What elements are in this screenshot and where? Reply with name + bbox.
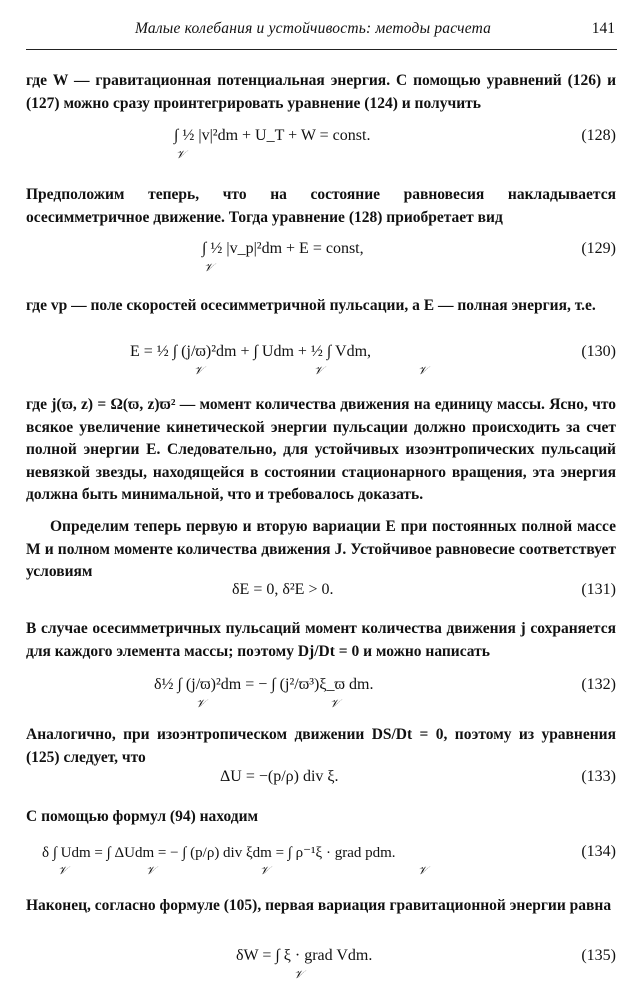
equation-body: δE = 0, δ²E > 0. <box>232 581 334 598</box>
paragraph: В случае осесимметричных пульсаций момент количества движения j сохраняется для каждого элемента массы; поэтому Dj/Dt = 0 и можно написать <box>26 620 616 660</box>
paragraph: С помощью формул (94) находим <box>26 808 259 825</box>
equation-number: (135) <box>581 947 616 964</box>
equation-128 <box>26 127 616 161</box>
equation-body: E = ½ ∫ (j/ϖ)²dm + ∫ Udm + ½ ∫ Vdm, <box>130 343 372 360</box>
paragraph: Аналогично, при изоэнтропическом движении DS/Dt = 0, поэтому из уравнения (125) следует, что <box>26 726 616 766</box>
paragraph: где vp — поле скоростей осесимметричной пульсации, а E — полная энергия, т.е. <box>26 297 596 314</box>
equation-number: (134) <box>581 843 616 860</box>
equation-129 <box>26 240 616 274</box>
equation-number: (128) <box>581 127 616 144</box>
paragraph: Наконец, согласно формуле (105), первая вариация гравитационной энергии равна <box>26 897 612 914</box>
equation-body: δ½ ∫ (j/ϖ)²dm = − ∫ (j²/ϖ³)ξ_ϖ dm. <box>154 676 374 693</box>
equation-number: (133) <box>581 768 616 785</box>
integral-domain-label: 𝒱 <box>314 365 324 377</box>
equation-number: (130) <box>581 343 616 360</box>
integral-domain-label: 𝒱 <box>176 149 186 161</box>
equation-number: (131) <box>581 581 616 598</box>
equation-body: ΔU = −(p/ρ) div ξ. <box>220 768 339 785</box>
equation-number: (129) <box>581 240 616 257</box>
equation-body: ∫ ½ |v_p|²dm + E = const, <box>202 240 364 257</box>
integral-domain-label: 𝒱 <box>294 969 304 981</box>
equation-131 <box>26 581 616 607</box>
integral-domain-label: 𝒱 <box>260 865 270 877</box>
integral-domain-label: 𝒱 <box>204 262 214 274</box>
equation-134 <box>26 843 616 877</box>
header-rule <box>26 49 617 50</box>
page-number: 141 <box>591 20 615 37</box>
integral-domain-label: 𝒱 <box>418 365 428 377</box>
paragraph: Определим теперь первую и вторую вариации E при постоянных полной массе M и полном моменте количества движения J. Устойчивое равновесие соответствует условиям <box>26 518 616 580</box>
integral-domain-label: 𝒱 <box>194 365 204 377</box>
equation-body: δ ∫ Udm = ∫ ΔUdm = − ∫ (p/ρ) div ξdm = ∫ ρ⁻¹ξ · grad pdm. <box>42 845 396 861</box>
equation-130 <box>26 343 616 377</box>
equation-133 <box>26 768 616 794</box>
equation-132 <box>26 676 616 710</box>
paragraph: Предположим теперь, что на состояние равновесия накладывается осесимметричное движение. Тогда уравнение (128) приобретает вид <box>26 186 616 226</box>
paragraph: где W — гравитационная потенциальная энергия. С помощью уравнений (126) и (127) можно сразу проинтегрировать уравнение (124) и получить <box>26 72 616 112</box>
integral-domain-label: 𝒱 <box>196 698 206 710</box>
paragraph: где j(ϖ, z) = Ω(ϖ, z)ϖ² — момент количества движения на единицу массы. Ясно, что всякое увеличение кинетической энергии пульсации должно происходить за счет полной энергии E. Следовательно, для устойчивых изоэнтропических пульсаций невязкой звезды, находящейся в состоянии стационарного вращения, эта энергия должна быть минимальной, что и требовалось доказать. <box>26 396 616 503</box>
equation-body: ∫ ½ |v|²dm + U_T + W = const. <box>174 127 371 144</box>
integral-domain-label: 𝒱 <box>146 865 156 877</box>
equation-135 <box>26 947 616 981</box>
integral-domain-label: 𝒱 <box>418 865 428 877</box>
equation-body: δW = ∫ ξ · grad Vdm. <box>236 947 373 964</box>
integral-domain-label: 𝒱 <box>58 865 68 877</box>
running-header: Малые колебания и устойчивость: методы расчета <box>135 20 492 37</box>
integral-domain-label: 𝒱 <box>330 698 340 710</box>
equation-number: (132) <box>581 676 616 693</box>
